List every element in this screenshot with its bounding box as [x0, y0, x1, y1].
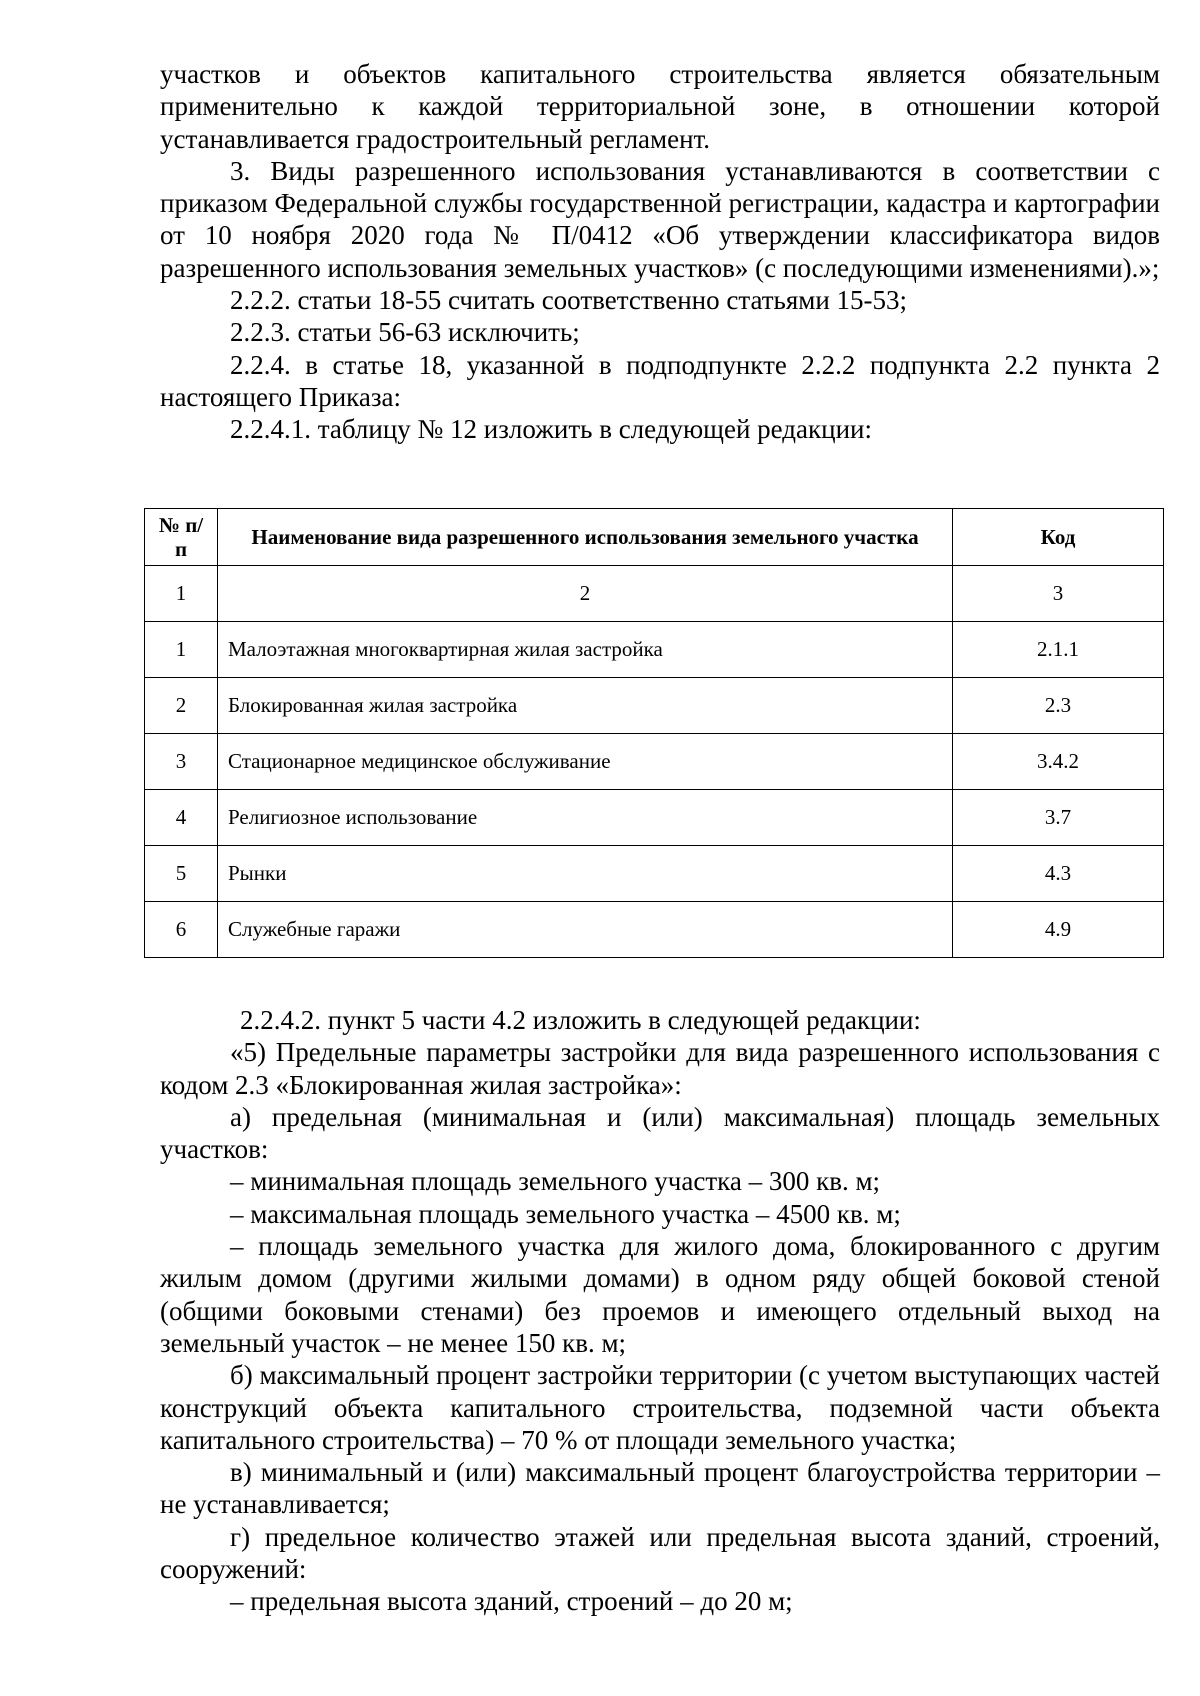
paragraph: в) минимальный и (или) максимальный процент благоустройства территории – не устанавливается; [160, 1457, 1160, 1520]
row-code: 4.9 [953, 902, 1164, 958]
row-num: 5 [145, 846, 218, 902]
index-cell: 3 [953, 566, 1164, 622]
table-row [145, 734, 1164, 790]
row-name: Блокированная жилая застройка [218, 678, 953, 734]
row-code: 2.3 [953, 678, 1164, 734]
table-row [145, 846, 1164, 902]
paragraph: участков и объектов капитального строительства является обязательным применительно к каждой территориальной зоне, в отношении которой устанавливается градостроительный регламент. [160, 59, 1160, 154]
table-index-row [145, 566, 1164, 622]
row-name: Служебные гаражи [218, 902, 953, 958]
row-name: Рынки [218, 846, 953, 902]
paragraph: – минимальная площадь земельного участка – 300 кв. м; [230, 1166, 881, 1197]
table-header-row [145, 509, 1164, 566]
table-row [145, 790, 1164, 846]
table-row [145, 678, 1164, 734]
row-code: 2.1.1 [953, 622, 1164, 678]
top-text-block [160, 58, 1160, 446]
row-num: 6 [145, 902, 218, 958]
row-code: 4.3 [953, 846, 1164, 902]
index-cell: 1 [145, 566, 218, 622]
paragraph: б) максимальный процент застройки территории (с учетом выступающих частей конструкций объекта капитального строительства, подземной части объекта капитального строительства) – 70 % от площади земельного участка; [160, 1360, 1160, 1455]
paragraph: «5) Предельные параметры застройки для вида разрешенного использования с кодом 2.3 «Блокированная жилая застройка»: [160, 1037, 1160, 1100]
header-code: Код [953, 509, 1164, 566]
index-cell: 2 [218, 566, 953, 622]
row-code: 3.7 [953, 790, 1164, 846]
row-name: Малоэтажная многоквартирная жилая застройка [218, 622, 953, 678]
paragraph: – площадь земельного участка для жилого дома, блокированного с другим жилым домом (другими жилыми домами) в одном ряду общей боковой стеной (общими боковыми стенами) без проемов и имеющего отдельный выход на земельный участок – не менее 150 кв. м; [160, 1231, 1160, 1358]
row-num: 1 [145, 622, 218, 678]
row-name: Религиозное использование [218, 790, 953, 846]
paragraph: 2.2.4.1. таблицу № 12 изложить в следующей редакции: [230, 414, 872, 445]
paragraph: 3. Виды разрешенного использования устанавливаются в соответствии с приказом Федеральной службы государственной регистрации, кадастра и картографии от 10 ноября 2020 года № П/0412 «Об утверждении классификатора видов разрешенного использования земельных участков» (с последующими изменениями).»; [160, 155, 1160, 283]
paragraph: – предельная высота зданий, строений – до 20 м; [230, 1586, 793, 1617]
table-row [145, 622, 1164, 678]
header-name: Наименование вида разрешенного использования земельного участка [218, 509, 953, 566]
paragraph: 2.2.3. статьи 56-63 исключить; [230, 317, 580, 348]
table-row [145, 902, 1164, 958]
paragraph: 2.2.2. статьи 18-55 считать соответственно статьями 15-53; [230, 285, 908, 316]
row-num: 4 [145, 790, 218, 846]
header-num: № п/п [145, 509, 218, 566]
row-code: 3.4.2 [953, 734, 1164, 790]
row-num: 2 [145, 678, 218, 734]
paragraph: – максимальная площадь земельного участка – 4500 кв. м; [230, 1198, 901, 1229]
land-use-table [144, 508, 1164, 958]
bottom-text-block [160, 1004, 1160, 1618]
paragraph: а) предельная (минимальная и (или) максимальная) площадь земельных участков: [160, 1101, 1160, 1165]
paragraph: г) предельное количество этажей или предельная высота зданий, строений, сооружений: [160, 1521, 1160, 1585]
paragraph: 2.2.4.2. пункт 5 части 4.2 изложить в следующей редакции: [240, 1005, 921, 1035]
row-name: Стационарное медицинское обслуживание [218, 734, 953, 790]
row-num: 3 [145, 734, 218, 790]
paragraph: 2.2.4. в статье 18, указанной в подподпункте 2.2.2 подпункта 2.2 пункта 2 настоящего Приказа: [160, 349, 1160, 412]
